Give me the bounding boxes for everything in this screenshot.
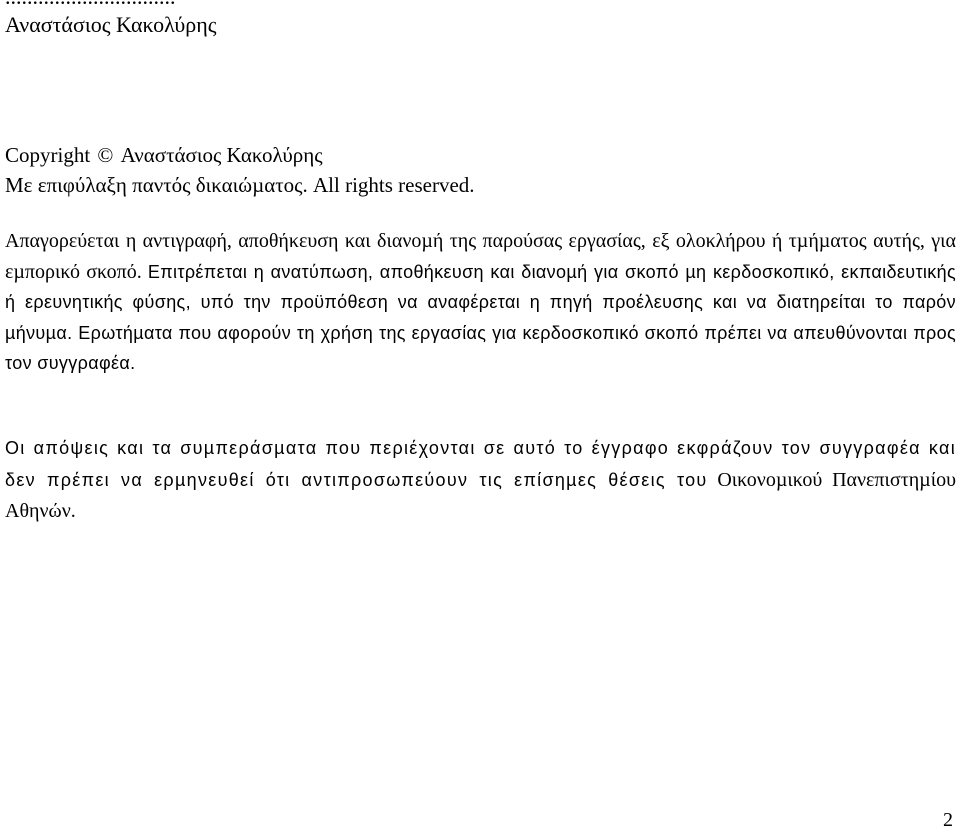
rights-reserved-line: Με επιφύλαξη παντός δικαιώµατος. All rights reserved. [5,173,475,197]
copyright-holder: Αναστάσιος Κακολύρης [120,143,323,167]
copyright-symbol-icon: © [97,143,114,167]
author-name: Αναστάσιος Κακολύρης [5,12,217,37]
university-name: Οικονοµικού Πανεπιστηµίου Αθηνών. [5,468,956,522]
disclaimer-paragraph [5,433,956,528]
copyright-notice [5,140,475,200]
disclaimer-text: Οι απόψεις και τα συµπεράσµατα που περιέχονται σε αυτό το έγγραφο εκφράζουν τον συγγραφέα και δεν πρέπει να ερµηνευθεί ότι αντιπροσωπεύουν τις επίσηµες θέσεις του [5,438,956,490]
usage-permissions-text: Επιτρέπεται η ανατύπωση, αποθήκευση και διανοµή για σκοπό µη κερδοσκοπικό, εκπαιδευτικής ή ερευνητικής φύσης, υπό την προϋπόθεση να αναφέρεται η πηγή προέλευσης και να διατηρείται το παρόν µήνυµα. Ερωτήµατα που αφορούν τη χρήση της εργασίας για κερδοσκοπικό σκοπό πρέπει να απευθύνονται προς τον συγγραφέα. [5,261,956,374]
signature-dots [5,0,235,8]
usage-restrictions-intro: Απαγορεύεται η αντιγραφή, αποθήκευση και διανοµή της παρούσας εργασίας, εξ ολοκλήρου ή τµήµατος αυτής, για εµπορικό σκοπό. [5,230,956,283]
copyright-label: Copyright [5,143,91,167]
copyright-line [5,140,475,170]
page-number: 2 [943,809,953,831]
usage-restrictions-paragraph [5,226,956,379]
